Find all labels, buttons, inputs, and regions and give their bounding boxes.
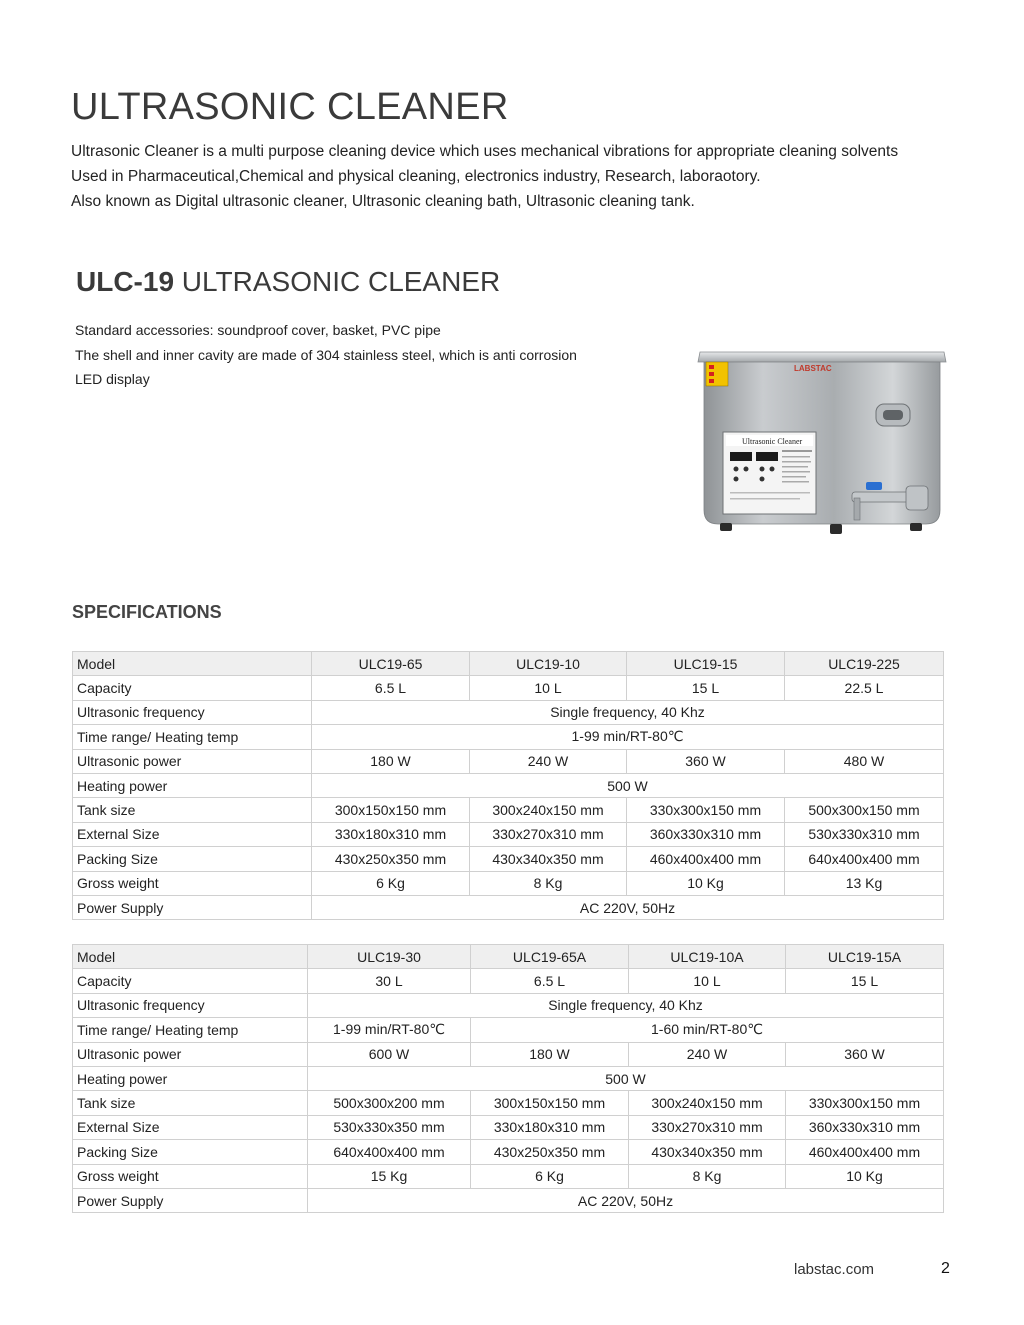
model-header: ULC19-15 [627,652,785,676]
row-label: Capacity [73,676,312,700]
table-cell: 8 Kg [470,871,627,895]
table-row [73,700,944,724]
table-cell: 330x270x310 mm [470,822,627,846]
row-label: Tank size [73,798,312,822]
row-label: Power Supply [73,895,312,919]
table-row [73,1188,944,1212]
table-cell: 360 W [627,749,785,773]
table-cell: 13 Kg [785,871,944,895]
row-label: Time range/ Heating temp [73,1018,308,1042]
table-cell: 300x150x150 mm [471,1091,629,1115]
table-cell: 360x330x310 mm [627,822,785,846]
table-row [73,1091,944,1115]
table-cell: 430x250x350 mm [471,1140,629,1164]
table-cell: 1-99 min/RT-80℃ [308,1018,471,1042]
table-cell: 6 Kg [312,871,470,895]
intro-paragraph: Ultrasonic Cleaner is a multi purpose cleaning device which uses mechanical vibrations for appropriate cleaning solvents [71,143,899,160]
spec-table-2 [72,944,944,1213]
table-row [73,822,944,846]
row-label: Heating power [73,1066,308,1090]
specifications-heading: SPECIFICATIONS [72,602,222,622]
row-label: Ultrasonic frequency [73,993,308,1017]
table-cell: 480 W [785,749,944,773]
page-title: ULTRASONIC CLEANER [71,86,509,128]
table-cell: 430x250x350 mm [312,847,470,871]
table-cell: 360x330x310 mm [786,1115,944,1139]
table-cell: AC 220V, 50Hz [312,895,944,919]
table-cell: 500 W [308,1066,944,1090]
table-cell: 500x300x200 mm [308,1091,471,1115]
table-cell: 500x300x150 mm [785,798,944,822]
table-cell: 330x300x150 mm [786,1091,944,1115]
model-header: ULC19-10 [470,652,627,676]
table-cell: 430x340x350 mm [470,847,627,871]
table-row [73,1164,944,1188]
row-label: Packing Size [73,1140,308,1164]
feature-list [75,318,577,392]
table-row [73,895,944,919]
row-label: Time range/ Heating temp [73,725,312,749]
row-label: Gross weight [73,1164,308,1188]
page-number: 2 [941,1260,950,1277]
table-cell: 30 L [308,969,471,993]
table-cell: 300x240x150 mm [629,1091,786,1115]
model-header: ULC19-10A [629,945,786,969]
row-label: Capacity [73,969,308,993]
table-row [73,652,944,676]
table-cell: 240 W [470,749,627,773]
row-label: External Size [73,822,312,846]
table-cell: 6.5 L [312,676,470,700]
table-cell: 10 L [470,676,627,700]
row-label: Tank size [73,1091,308,1115]
model-header: ULC19-225 [785,652,944,676]
table-cell: 330x300x150 mm [627,798,785,822]
table-cell: 15 Kg [308,1164,471,1188]
table-cell: 6.5 L [471,969,629,993]
product-name: ULTRASONIC CLEANER [181,266,501,297]
product-title [76,266,500,298]
table-row [73,969,944,993]
table-cell: Single frequency, 40 Khz [312,700,944,724]
row-label: Packing Size [73,847,312,871]
row-label: Ultrasonic power [73,749,312,773]
table-cell: 10 L [629,969,786,993]
table-cell: 530x330x350 mm [308,1115,471,1139]
table-row [73,749,944,773]
table-cell: 22.5 L [785,676,944,700]
table-cell: 240 W [629,1042,786,1066]
table-cell: 1-60 min/RT-80℃ [471,1018,944,1042]
table-row [73,798,944,822]
table-cell: 530x330x310 mm [785,822,944,846]
intro-text [71,139,931,214]
product-code: ULC-19 [76,266,175,297]
table-cell: 640x400x400 mm [785,847,944,871]
table-cell: 300x150x150 mm [312,798,470,822]
table-row [73,1042,944,1066]
table-row [73,945,944,969]
model-header: ULC19-15A [786,945,944,969]
row-label: Ultrasonic frequency [73,700,312,724]
table-cell: 10 Kg [627,871,785,895]
table-row [73,1066,944,1090]
table-cell: 430x340x350 mm [629,1140,786,1164]
feature-item: Standard accessories: soundproof cover, basket, PVC pipe [75,322,441,338]
row-label: Model [73,945,308,969]
feature-item: LED display [75,371,150,387]
table-cell: 360 W [786,1042,944,1066]
row-label: Model [73,652,312,676]
table-row [73,773,944,797]
feature-item: The shell and inner cavity are made of 304 stainless steel, which is anti corrosion [75,346,577,363]
table-cell: Single frequency, 40 Khz [308,993,944,1017]
table-cell: 180 W [312,749,470,773]
table-row [73,993,944,1017]
row-label: Power Supply [73,1188,308,1212]
table-cell: 330x180x310 mm [471,1115,629,1139]
table-cell: 1-99 min/RT-80℃ [312,725,944,749]
model-header: ULC19-30 [308,945,471,969]
footer-website: labstac.com [794,1261,875,1278]
table-row [73,871,944,895]
table-row [73,725,944,749]
panel-label: Ultrasonic Cleaner [742,437,803,446]
table-cell: 8 Kg [629,1164,786,1188]
table-cell: 330x270x310 mm [629,1115,786,1139]
row-label: Heating power [73,773,312,797]
table-row [73,1018,944,1042]
table-cell: 500 W [312,773,944,797]
brand-logo: LABSTAC [794,364,832,373]
table-cell: 180 W [471,1042,629,1066]
table-cell: 330x180x310 mm [312,822,470,846]
table-cell: 10 Kg [786,1164,944,1188]
table-cell: 15 L [786,969,944,993]
table-row [73,1115,944,1139]
row-label: Gross weight [73,871,312,895]
table-row [73,1140,944,1164]
table-cell: 640x400x400 mm [308,1140,471,1164]
table-cell: 460x400x400 mm [627,847,785,871]
intro-paragraph: Also known as Digital ultrasonic cleaner, Ultrasonic cleaning bath, Ultrasonic cleaning tank. [71,193,695,210]
model-header: ULC19-65 [312,652,470,676]
table-cell: 600 W [308,1042,471,1066]
intro-paragraph: Used in Pharmaceutical,Chemical and physical cleaning, electronics industry, Research, laboraotory. [71,168,761,185]
table-row [73,676,944,700]
product-image [694,332,950,548]
table-row [73,847,944,871]
model-header: ULC19-65A [471,945,629,969]
table-cell: 460x400x400 mm [786,1140,944,1164]
table-cell: 15 L [627,676,785,700]
spec-table-1 [72,651,944,920]
table-cell: AC 220V, 50Hz [308,1188,944,1212]
row-label: Ultrasonic power [73,1042,308,1066]
row-label: External Size [73,1115,308,1139]
table-cell: 300x240x150 mm [470,798,627,822]
table-cell: 6 Kg [471,1164,629,1188]
